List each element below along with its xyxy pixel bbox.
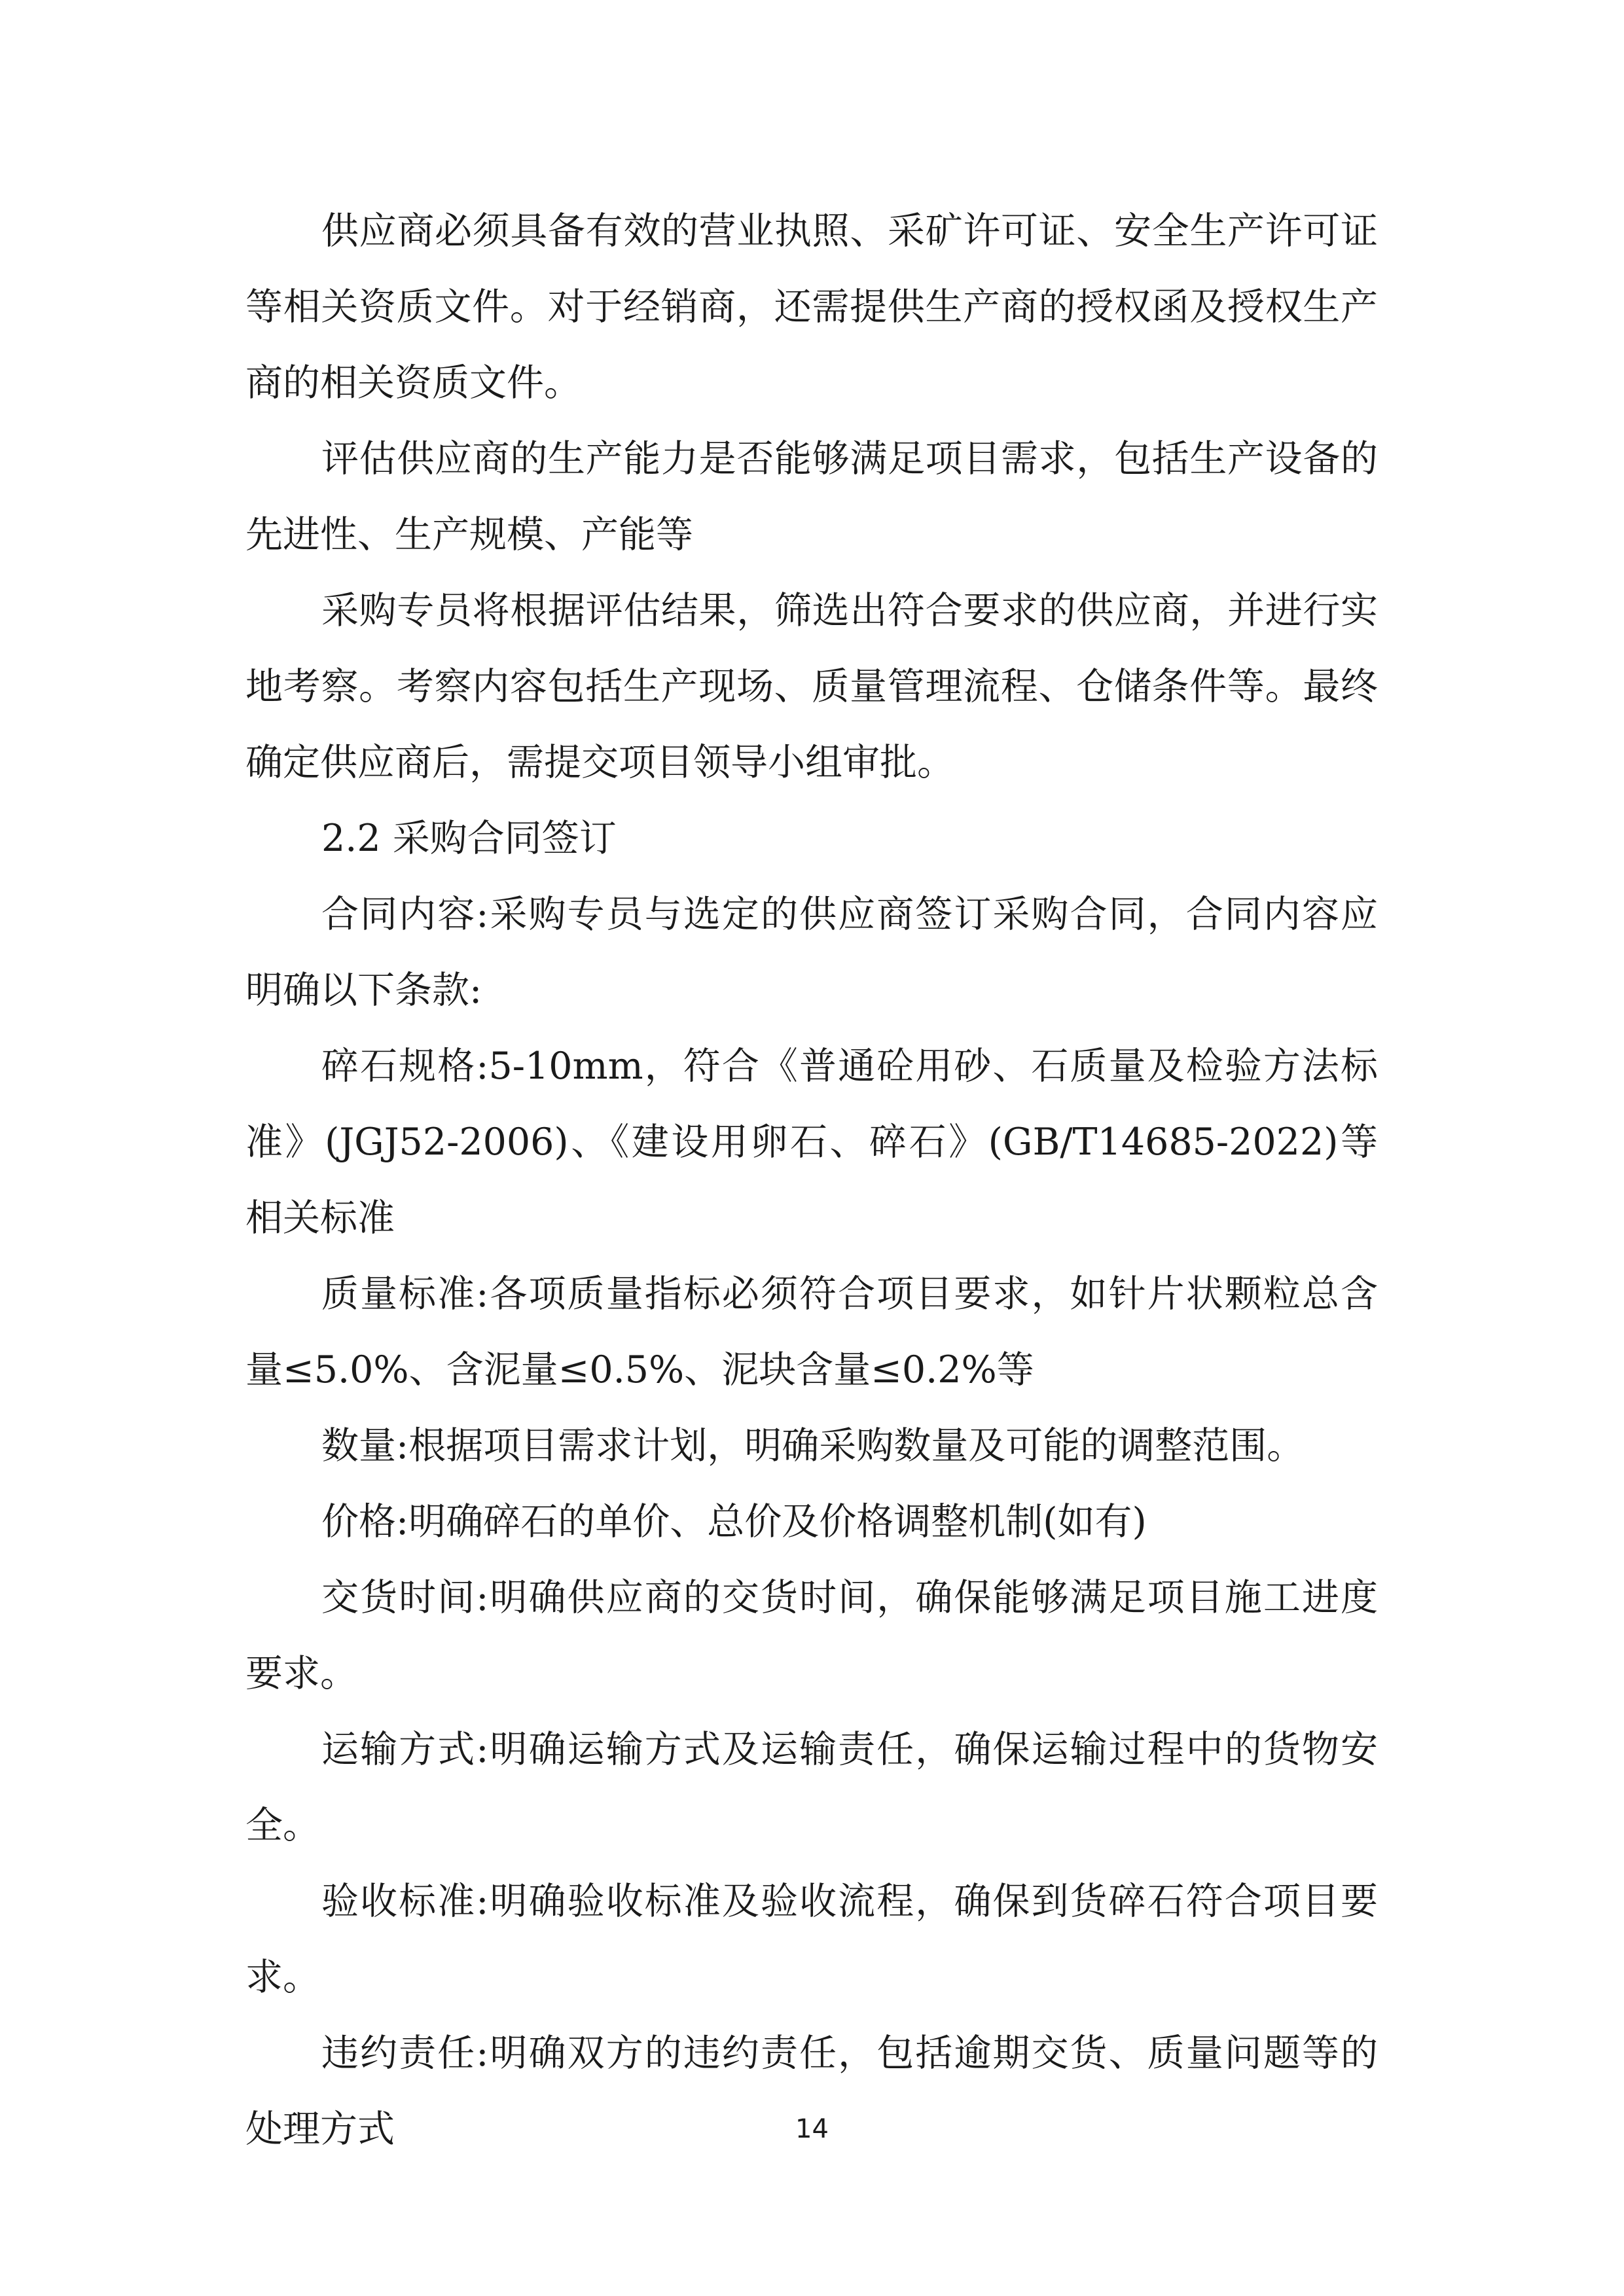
paragraph-production-capacity: 评估供应商的生产能力是否能够满足项目需求，包括生产设备的先进性、生产规模、产能等 [245,437,1378,556]
paragraph-delivery-time: 交货时间:明确供应商的交货时间，确保能够满足项目施工进度要求。 [245,1576,1378,1695]
paragraph-transport: 运输方式:明确运输方式及运输责任，确保运输过程中的货物安全。 [245,1728,1378,1847]
document-body [245,193,1378,2167]
paragraph-quantity: 数量:根据项目需求计划，明确采购数量及可能的调整范围。 [321,1424,1305,1467]
paragraph-price: 价格:明确碎石的单价、总价及价格调整机制(如有) [321,1500,1147,1543]
paragraph-contract-content: 合同内容:采购专员与选定的供应商签订采购合同，合同内容应明确以下条款: [245,893,1378,1012]
paragraph-supplier-qualifications: 供应商必须具备有效的营业执照、采矿许可证、安全生产许可证等相关资质文件。对于经销商，还需提供生产商的授权函及授权生产商的相关资质文件。 [245,209,1378,404]
paragraph-gravel-spec: 碎石规格:5-10mm，符合《普通砼用砂、石质量及检验方法标准》(JGJ52-2006)、《建设用卵石、碎石》(GB/T14685-2022)等相关标准 [245,1045,1378,1240]
section-heading: 2.2 采购合同签订 [321,817,617,860]
paragraph-acceptance: 验收标准:明确验收标准及验收流程，确保到货碎石符合项目要求。 [245,1880,1378,1999]
paragraph-liability: 违约责任:明确双方的违约责任，包括逾期交货、质量问题等的处理方式 [245,2032,1378,2151]
paragraph-supplier-selection: 采购专员将根据评估结果，筛选出符合要求的供应商，并进行实地考察。考察内容包括生产现场、质量管理流程、仓储条件等。最终确定供应商后，需提交项目领导小组审批。 [245,589,1378,784]
paragraph-quality-standard: 质量标准:各项质量指标必须符合项目要求，如针片状颗粒总含量≤5.0%、含泥量≤0.5%、泥块含量≤0.2%等 [245,1272,1378,1391]
page-number: 14 [795,2114,829,2144]
